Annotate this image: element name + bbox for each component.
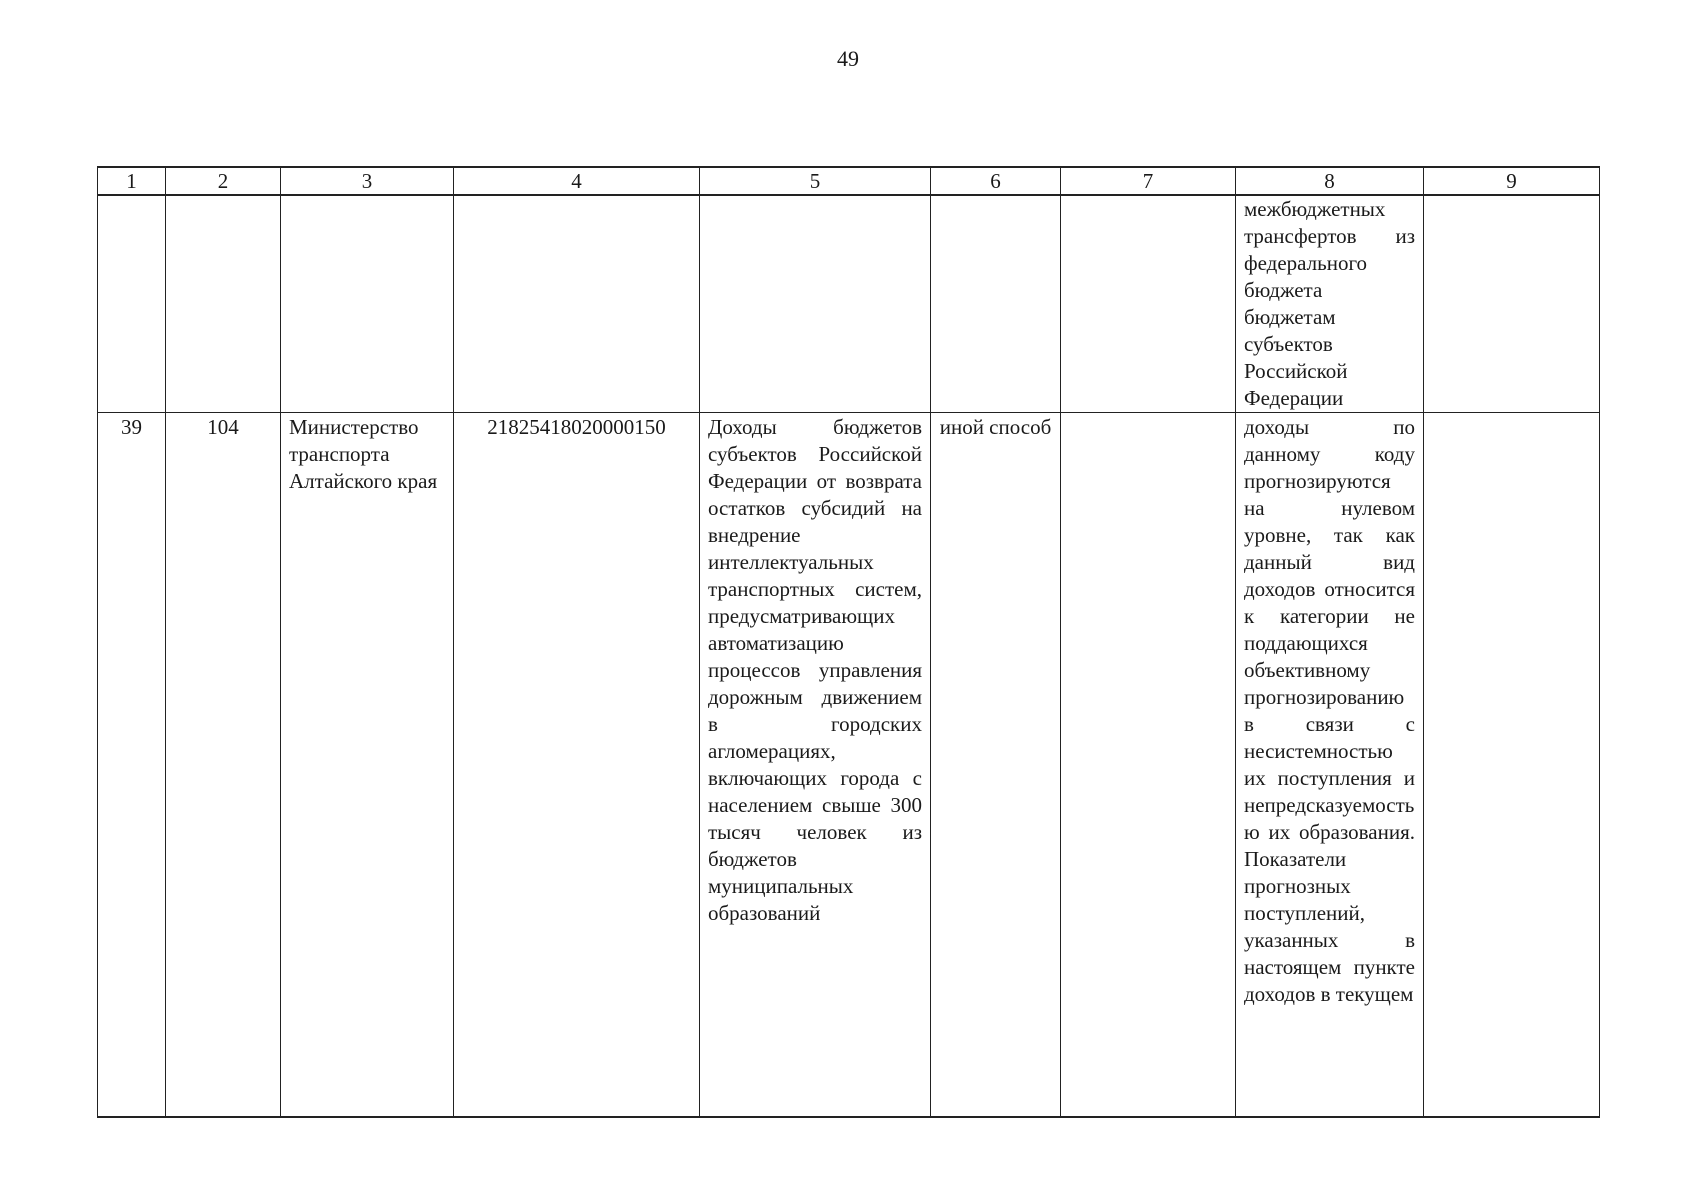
cont-cell-8: межбюджетных трансфертов из федерального бюджета бюджетам субъектов Российской Федерации (1236, 195, 1424, 413)
cont-cell-6 (931, 195, 1061, 413)
cont-cell-9 (1424, 195, 1600, 413)
col7-cell (1061, 413, 1236, 1118)
header-col-3: 3 (281, 167, 454, 195)
cont-cell-7 (1061, 195, 1236, 413)
cont-cell-2 (166, 195, 281, 413)
header-col-4: 4 (454, 167, 700, 195)
col9-cell (1424, 413, 1600, 1118)
header-col-8: 8 (1236, 167, 1424, 195)
header-col-9: 9 (1424, 167, 1600, 195)
forecast-method-cell: иной способ (931, 413, 1061, 1118)
header-col-1: 1 (98, 167, 166, 195)
administrator-name-cell: Министерство транспорта Алтайского края (281, 413, 454, 1118)
forecast-comment-cell: доходы по данному коду прогнозируются на нулевом уровне, так как данный вид доходов относится к категории не поддающихся объективному прогнозированию в связи с несистемностью их поступления и непредсказуемостью их образования. Показатели прогнозных поступлений, указанных в настоящем пункте доходов в текущем (1236, 413, 1424, 1118)
admin-code-cell: 104 (166, 413, 281, 1118)
header-col-7: 7 (1061, 167, 1236, 195)
cont-cell-1 (98, 195, 166, 413)
revenue-table (97, 166, 1600, 1118)
row-number-cell: 39 (98, 413, 166, 1118)
table-row (98, 413, 1600, 1118)
header-col-6: 6 (931, 167, 1061, 195)
continuation-row (98, 195, 1600, 413)
budget-code-cell: 21825418020000150 (454, 413, 700, 1118)
header-col-5: 5 (700, 167, 931, 195)
page-number: 49 (837, 46, 859, 71)
cont-cell-3 (281, 195, 454, 413)
header-col-2: 2 (166, 167, 281, 195)
cont-cell-4 (454, 195, 700, 413)
income-description-cell: Доходы бюджетов субъектов Российской Федерации от возврата остатков субсидий на внедрение интеллектуальных транспортных систем, предусматривающих автоматизацию процессов управления дорожным движением в городских агломерациях, включающих города с населением свыше 300 тысяч человек из бюджетов муниципальных образований (700, 413, 931, 1118)
header-row (98, 167, 1600, 195)
cont-cell-5 (700, 195, 931, 413)
